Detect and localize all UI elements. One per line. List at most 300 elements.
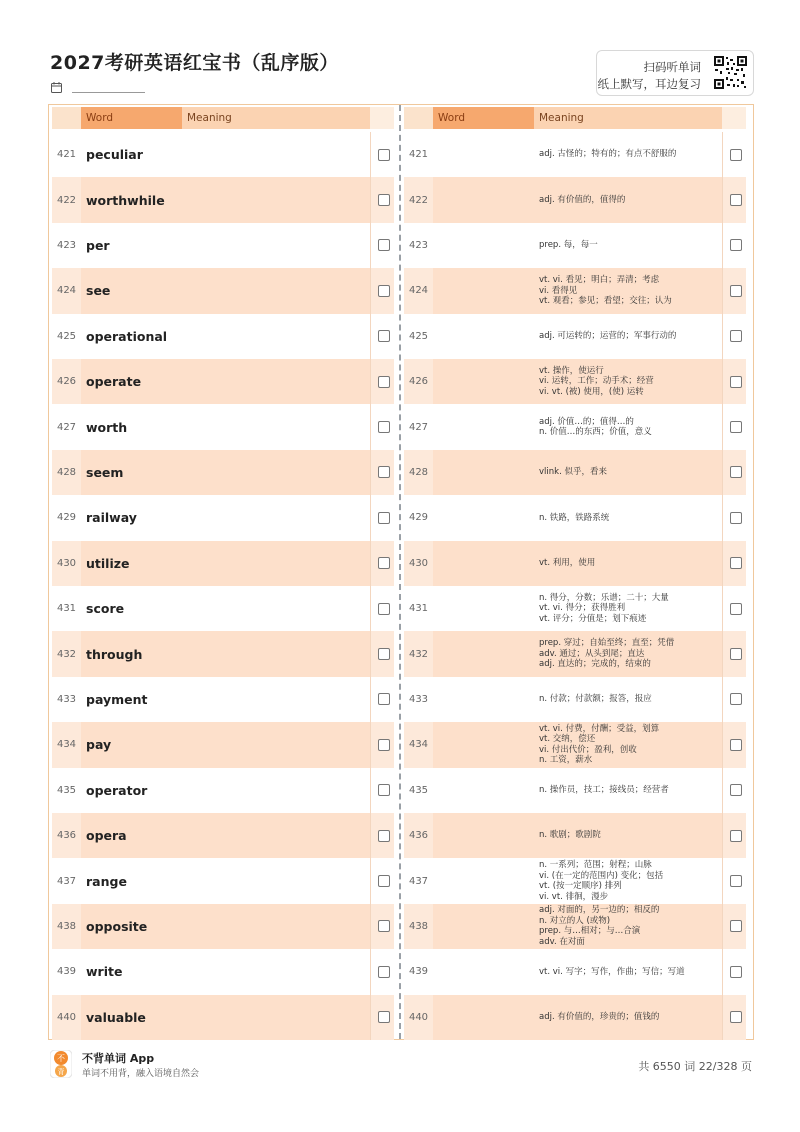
mastered-checkbox[interactable] (730, 149, 742, 161)
column-separator (722, 541, 723, 586)
word-cell: valuable (81, 995, 182, 1040)
table-row (404, 586, 746, 631)
column-separator (722, 768, 723, 813)
table-row (404, 223, 746, 268)
word-cell: write (81, 949, 182, 994)
meaning-blank-cell[interactable] (182, 495, 370, 540)
column-separator (722, 450, 723, 495)
meaning-cell (534, 677, 722, 722)
table-header (401, 107, 749, 129)
meaning-line: vi. 付出代价；盈利，创收 (539, 744, 637, 755)
row-number: 425 (56, 330, 77, 342)
mastered-checkbox[interactable] (378, 239, 390, 251)
row-number: 435 (56, 784, 77, 796)
meaning-line: vi. 运转，工作；动手术；经营 (539, 376, 654, 387)
word-blank-cell[interactable] (433, 404, 534, 449)
column-separator (722, 904, 723, 949)
row-number: 433 (408, 693, 429, 705)
mastered-checkbox[interactable] (378, 875, 390, 887)
meaning-blank-cell[interactable] (182, 404, 370, 449)
meaning-line: prep. 每，每一 (539, 240, 598, 251)
mastered-checkbox[interactable] (378, 603, 390, 615)
meaning-cell (534, 722, 722, 767)
table-row (404, 314, 746, 359)
mastered-checkbox[interactable] (730, 194, 742, 206)
row-number: 427 (408, 421, 429, 433)
meaning-line: n. 得分，分数；乐谱；二十；大量 (539, 592, 669, 603)
word-cell: score (81, 586, 182, 631)
word-cell: worth (81, 404, 182, 449)
word-blank-cell[interactable] (433, 677, 534, 722)
table-row (404, 359, 746, 404)
row-number: 432 (408, 648, 429, 660)
table-row (52, 132, 394, 177)
row-number: 424 (408, 285, 429, 297)
word-cell: railway (81, 495, 182, 540)
mastered-checkbox[interactable] (378, 376, 390, 388)
column-separator (370, 495, 371, 540)
column-separator (722, 631, 723, 676)
table-row (52, 223, 394, 268)
column-separator (722, 813, 723, 858)
qr-code-icon (714, 56, 747, 89)
meaning-line: vt. 操作，使运行 (539, 365, 604, 376)
meaning-line: adj. 可运转的；运营的；军事行动的 (539, 331, 677, 342)
row-number: 436 (408, 830, 429, 842)
mastered-checkbox[interactable] (378, 285, 390, 297)
mastered-checkbox[interactable] (730, 693, 742, 705)
table-row (52, 995, 394, 1040)
meaning-cell (534, 132, 722, 177)
row-number: 430 (56, 557, 77, 569)
row-number: 422 (56, 194, 77, 206)
word-cell: worthwhile (81, 177, 182, 222)
meaning-line: adj. 有价值的，珍贵的；值钱的 (539, 1012, 660, 1023)
table-row (52, 904, 394, 949)
word-blank-cell[interactable] (433, 450, 534, 495)
column-separator (370, 314, 371, 359)
header-number (52, 107, 81, 129)
word-column-half (49, 105, 397, 1039)
meaning-blank-cell[interactable] (182, 904, 370, 949)
word-cell: through (81, 631, 182, 676)
word-cell: operate (81, 359, 182, 404)
column-separator (370, 768, 371, 813)
table-row (404, 995, 746, 1040)
mastered-checkbox[interactable] (378, 739, 390, 751)
word-cell: operator (81, 768, 182, 813)
row-number: 426 (408, 376, 429, 388)
mastered-checkbox[interactable] (378, 830, 390, 842)
header-check (722, 107, 746, 129)
mastered-checkbox[interactable] (730, 466, 742, 478)
table-row (404, 858, 746, 903)
table-row (404, 132, 746, 177)
table-row (404, 677, 746, 722)
meaning-line: adv. 在对面 (539, 936, 585, 947)
mastered-checkbox[interactable] (730, 239, 742, 251)
page-title: 2027考研英语红宝书（乱序版） (50, 52, 339, 74)
table-row (404, 541, 746, 586)
table-row (52, 677, 394, 722)
table-row (52, 268, 394, 313)
mastered-checkbox[interactable] (730, 330, 742, 342)
table-row (52, 404, 394, 449)
row-number: 440 (408, 1011, 429, 1023)
header-meaning: Meaning (534, 107, 722, 129)
meaning-line: n. 对立的人 (或物) (539, 915, 611, 926)
column-separator (722, 359, 723, 404)
row-number: 431 (56, 603, 77, 615)
meaning-blank-cell[interactable] (182, 314, 370, 359)
mastered-checkbox[interactable] (730, 421, 742, 433)
column-separator (722, 995, 723, 1040)
meaning-line: n. 歌剧；歌剧院 (539, 830, 601, 841)
table-row (404, 722, 746, 767)
page-counter: 共 6550 词 22/328 页 (638, 1060, 752, 1073)
column-separator (370, 268, 371, 313)
row-number: 440 (56, 1011, 77, 1023)
word-blank-cell[interactable] (433, 314, 534, 359)
meaning-cell (534, 995, 722, 1040)
meaning-cell (534, 450, 722, 495)
row-number: 434 (408, 739, 429, 751)
meaning-line: adj. 价值…的；值得…的 (539, 416, 634, 427)
column-separator (722, 586, 723, 631)
header-word: Word (81, 107, 182, 129)
meaning-blank-cell[interactable] (182, 132, 370, 177)
mastered-checkbox[interactable] (730, 784, 742, 796)
meaning-blank-cell[interactable] (182, 177, 370, 222)
row-number: 424 (56, 285, 77, 297)
word-blank-cell[interactable] (433, 768, 534, 813)
meaning-blank-cell[interactable] (182, 813, 370, 858)
row-number: 423 (56, 239, 77, 251)
mastered-checkbox[interactable] (378, 421, 390, 433)
word-blank-cell[interactable] (433, 268, 534, 313)
word-cell: operational (81, 314, 182, 359)
meaning-cell (534, 631, 722, 676)
table-row (52, 177, 394, 222)
calendar-icon (51, 82, 62, 93)
column-separator (370, 450, 371, 495)
word-blank-cell[interactable] (433, 359, 534, 404)
meaning-blank-cell[interactable] (182, 268, 370, 313)
word-blank-cell[interactable] (433, 995, 534, 1040)
meaning-cell (534, 404, 722, 449)
word-blank-cell[interactable] (433, 495, 534, 540)
row-number: 438 (408, 920, 429, 932)
meaning-line: adj. 直达的；完成的，结束的 (539, 659, 651, 670)
mastered-checkbox[interactable] (378, 330, 390, 342)
meaning-blank-cell[interactable] (182, 541, 370, 586)
meaning-line: prep. 穿过；自始至终；直至；凭借 (539, 638, 675, 649)
meaning-cell (534, 858, 722, 903)
header-word: Word (433, 107, 534, 129)
mastered-checkbox[interactable] (378, 966, 390, 978)
table-row (52, 949, 394, 994)
row-number: 425 (408, 330, 429, 342)
row-number: 427 (56, 421, 77, 433)
meaning-line: adj. 对面的，另一边的；相反的 (539, 905, 660, 916)
header-meaning: Meaning (182, 107, 370, 129)
row-number: 432 (56, 648, 77, 660)
row-number: 435 (408, 784, 429, 796)
meaning-line: vi. vt. 徘徊，漫步 (539, 891, 609, 902)
qr-caption-1: 扫码听单词 (643, 60, 701, 74)
table-row (52, 495, 394, 540)
row-number: 428 (56, 466, 77, 478)
mastered-checkbox[interactable] (730, 920, 742, 932)
row-number: 421 (408, 149, 429, 161)
meaning-line: adj. 有价值的，值得的 (539, 194, 626, 205)
mastered-checkbox[interactable] (730, 875, 742, 887)
mastered-checkbox[interactable] (730, 739, 742, 751)
word-blank-cell[interactable] (433, 858, 534, 903)
column-separator (722, 949, 723, 994)
mastered-checkbox[interactable] (378, 1011, 390, 1023)
column-separator (370, 132, 371, 177)
column-separator (722, 677, 723, 722)
column-separator (722, 858, 723, 903)
column-separator (722, 495, 723, 540)
mastered-checkbox[interactable] (730, 648, 742, 660)
column-separator (370, 677, 371, 722)
table-row (52, 722, 394, 767)
meaning-cell (534, 268, 722, 313)
meaning-line: vlink. 似乎，看来 (539, 467, 607, 478)
meaning-line: vi. 看得见 (539, 285, 578, 296)
meaning-blank-cell[interactable] (182, 858, 370, 903)
table-row (52, 631, 394, 676)
column-separator (370, 541, 371, 586)
meaning-line: adv. 通过；从头到尾；直达 (539, 648, 645, 659)
table-row (404, 268, 746, 313)
row-number: 429 (408, 512, 429, 524)
meaning-line: n. 价值…的东西；价值，意义 (539, 427, 652, 438)
app-slogan: 单词不用背，融入语境自然会 (82, 1069, 200, 1079)
word-blank-cell[interactable] (433, 223, 534, 268)
mastered-checkbox[interactable] (730, 830, 742, 842)
meaning-line: vt. vi. 写字；写作，作曲；写信；写道 (539, 966, 685, 977)
column-separator (370, 858, 371, 903)
word-blank-cell[interactable] (433, 177, 534, 222)
row-number: 430 (408, 557, 429, 569)
meaning-line: vi. vt. (被) 使用，(使) 运转 (539, 386, 644, 397)
mastered-checkbox[interactable] (378, 512, 390, 524)
mastered-checkbox[interactable] (378, 557, 390, 569)
mastered-checkbox[interactable] (378, 920, 390, 932)
meaning-line: adj. 古怪的；特有的；有点不舒服的 (539, 149, 677, 160)
word-cell: payment (81, 677, 182, 722)
meaning-cell (534, 904, 722, 949)
column-separator (722, 404, 723, 449)
column-separator (370, 904, 371, 949)
meaning-line: vt. vi. 付费，付酬；受益，划算 (539, 723, 660, 734)
meaning-column-half (401, 105, 749, 1039)
mastered-checkbox[interactable] (378, 784, 390, 796)
table-row (404, 949, 746, 994)
meaning-blank-cell[interactable] (182, 631, 370, 676)
word-blank-cell[interactable] (433, 813, 534, 858)
meaning-line: n. 一系列；范围；射程；山脉 (539, 860, 652, 871)
meaning-line: vt. 利用，使用 (539, 558, 596, 569)
meaning-blank-cell[interactable] (182, 223, 370, 268)
word-blank-cell[interactable] (433, 722, 534, 767)
column-separator (370, 995, 371, 1040)
table-row (404, 177, 746, 222)
mastered-checkbox[interactable] (730, 285, 742, 297)
table-row (404, 631, 746, 676)
row-number: 439 (56, 966, 77, 978)
column-separator (722, 223, 723, 268)
header-number (404, 107, 433, 129)
meaning-blank-cell[interactable] (182, 722, 370, 767)
meaning-blank-cell[interactable] (182, 586, 370, 631)
meaning-blank-cell[interactable] (182, 995, 370, 1040)
table-row (404, 768, 746, 813)
qr-card (596, 50, 754, 96)
table-row (52, 858, 394, 903)
row-number: 434 (56, 739, 77, 751)
word-blank-cell[interactable] (433, 132, 534, 177)
table-row (404, 450, 746, 495)
table-row (404, 495, 746, 540)
meaning-line: vt. vi. 得分；获得胜利 (539, 603, 626, 614)
column-separator (370, 949, 371, 994)
column-separator (722, 177, 723, 222)
column-separator (370, 586, 371, 631)
mastered-checkbox[interactable] (378, 466, 390, 478)
meaning-line: vt. 交纳，偿还 (539, 734, 596, 745)
mastered-checkbox[interactable] (378, 693, 390, 705)
mastered-checkbox[interactable] (730, 512, 742, 524)
meaning-line: n. 铁路，铁路系统 (539, 512, 610, 523)
word-cell: see (81, 268, 182, 313)
logo-char-top: 不 (57, 1054, 65, 1063)
meaning-cell (534, 223, 722, 268)
table-row (52, 450, 394, 495)
table-row (404, 404, 746, 449)
row-number: 428 (408, 466, 429, 478)
meaning-blank-cell[interactable] (182, 450, 370, 495)
mastered-checkbox[interactable] (730, 1011, 742, 1023)
column-separator (370, 722, 371, 767)
row-number: 438 (56, 920, 77, 932)
table-row (404, 813, 746, 858)
column-separator (722, 314, 723, 359)
word-blank-cell[interactable] (433, 541, 534, 586)
header-check (370, 107, 394, 129)
logo-char-bottom: 背 (57, 1068, 65, 1076)
mastered-checkbox[interactable] (730, 376, 742, 388)
row-number: 439 (408, 966, 429, 978)
word-cell: opposite (81, 904, 182, 949)
mastered-checkbox[interactable] (378, 194, 390, 206)
meaning-blank-cell[interactable] (182, 359, 370, 404)
row-number: 436 (56, 830, 77, 842)
meaning-blank-cell[interactable] (182, 949, 370, 994)
meaning-cell (534, 495, 722, 540)
meaning-line: vt. 观看；参见；看望；交往；认为 (539, 296, 672, 307)
meaning-blank-cell[interactable] (182, 768, 370, 813)
column-separator (370, 359, 371, 404)
meaning-cell (534, 949, 722, 994)
word-blank-cell[interactable] (433, 586, 534, 631)
meaning-line: vt. vi. 看见；明白；弄清；考虑 (539, 275, 660, 286)
table-header (49, 107, 397, 129)
row-number: 423 (408, 239, 429, 251)
word-cell: opera (81, 813, 182, 858)
meaning-line: vt. (按一定顺序) 排列 (539, 881, 622, 892)
mastered-checkbox[interactable] (730, 966, 742, 978)
table-row (52, 768, 394, 813)
column-separator (370, 177, 371, 222)
row-number: 437 (56, 875, 77, 887)
meaning-cell (534, 314, 722, 359)
table-row (52, 359, 394, 404)
table-row (52, 314, 394, 359)
row-number: 431 (408, 603, 429, 615)
word-blank-cell[interactable] (433, 631, 534, 676)
word-cell: range (81, 858, 182, 903)
meaning-cell (534, 813, 722, 858)
column-separator (370, 404, 371, 449)
word-table (48, 104, 754, 1040)
app-logo-icon (50, 1050, 72, 1078)
meaning-line: prep. 与…相对；与…合演 (539, 926, 641, 937)
meaning-line: vt. 评分；分值是；划下痕迹 (539, 613, 647, 624)
meaning-line: n. 工资，薪水 (539, 755, 593, 766)
meaning-line: n. 操作员，技工；接线员；经营者 (539, 785, 669, 796)
column-separator (370, 223, 371, 268)
table-row (52, 813, 394, 858)
word-blank-cell[interactable] (433, 949, 534, 994)
meaning-cell (534, 541, 722, 586)
word-cell: pay (81, 722, 182, 767)
word-cell: per (81, 223, 182, 268)
mastered-checkbox[interactable] (730, 603, 742, 615)
app-name: 不背单词 App (82, 1052, 155, 1065)
row-number: 429 (56, 512, 77, 524)
row-number: 433 (56, 693, 77, 705)
qr-caption-2: 纸上默写，耳边复习 (597, 77, 701, 91)
word-cell: peculiar (81, 132, 182, 177)
column-separator (370, 631, 371, 676)
date-field[interactable] (72, 92, 145, 93)
mastered-checkbox[interactable] (378, 648, 390, 660)
mastered-checkbox[interactable] (378, 149, 390, 161)
meaning-cell (534, 359, 722, 404)
word-cell: utilize (81, 541, 182, 586)
table-row (52, 586, 394, 631)
column-separator (722, 722, 723, 767)
word-cell: seem (81, 450, 182, 495)
meaning-cell (534, 177, 722, 222)
meaning-line: vi. (在一定的范围内) 变化；包括 (539, 870, 664, 881)
table-row (52, 541, 394, 586)
row-number: 422 (408, 194, 429, 206)
row-number: 426 (56, 376, 77, 388)
meaning-cell (534, 768, 722, 813)
row-number: 421 (56, 149, 77, 161)
meaning-blank-cell[interactable] (182, 677, 370, 722)
column-separator (722, 268, 723, 313)
column-separator (370, 813, 371, 858)
table-row (404, 904, 746, 949)
word-blank-cell[interactable] (433, 904, 534, 949)
mastered-checkbox[interactable] (730, 557, 742, 569)
